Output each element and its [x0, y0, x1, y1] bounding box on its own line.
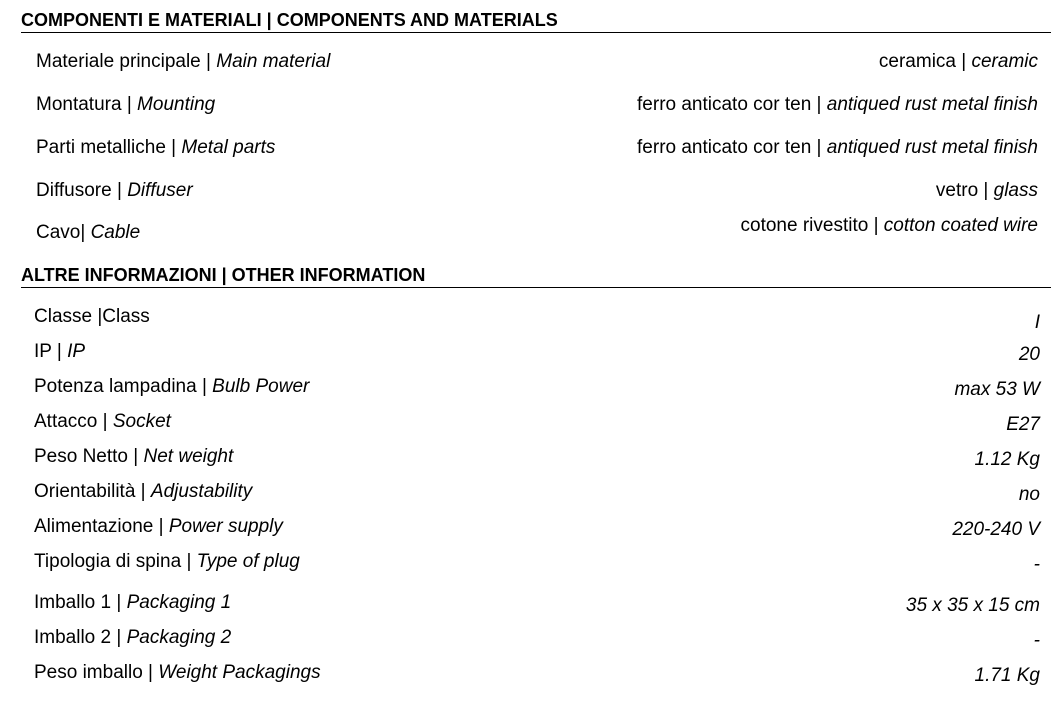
spec-label: Potenza lampadina | Bulb Power: [34, 376, 310, 397]
spec-value: max 53 W: [954, 379, 1040, 400]
spec-label: Orientabilità | Adjustability: [34, 481, 253, 502]
spec-value: -: [1033, 630, 1040, 651]
spec-row-class: [34, 304, 1040, 333]
other-info-heading: ALTRE INFORMAZIONI | OTHER INFORMATION: [21, 264, 1051, 288]
spec-value: ceramica | ceramic: [878, 51, 1038, 72]
spec-label: Alimentazione | Power supply: [34, 516, 283, 537]
spec-label: Diffusore | Diffuser: [36, 180, 193, 201]
spec-label: Parti metalliche | Metal parts: [36, 137, 276, 158]
spec-row-power-supply: [34, 514, 1040, 540]
spec-value: ferro anticato cor ten | antiqued rust metal finish: [637, 94, 1038, 115]
spec-value: 220-240 V: [952, 519, 1040, 540]
spec-label: Cavo| Cable: [36, 222, 141, 243]
spec-value: I: [1034, 312, 1040, 333]
spec-row-net-weight: [34, 444, 1040, 470]
spec-row-packaging-2: [34, 625, 1040, 651]
spec-value: ferro anticato cor ten | antiqued rust metal finish: [637, 137, 1038, 158]
spec-value: cotone rivestito | cotton coated wire: [740, 215, 1038, 236]
components-heading: COMPONENTI E MATERIALI | COMPONENTS AND MATERIALS: [21, 9, 1051, 33]
spec-value: vetro | glass: [935, 180, 1038, 201]
spec-row-adjustability: [34, 479, 1040, 505]
spec-label: Peso imballo | Weight Packagings: [34, 662, 321, 683]
spec-label: Attacco | Socket: [34, 411, 171, 432]
spec-value: E27: [1006, 414, 1040, 435]
spec-label: IP | IP: [34, 341, 86, 362]
spec-row-type-of-plug: [34, 549, 1040, 575]
spec-label: Imballo 1 | Packaging 1: [34, 592, 232, 613]
spec-row-weight-packagings: [34, 660, 1040, 686]
spec-label: Peso Netto | Net weight: [34, 446, 234, 467]
spec-value: 1.71 Kg: [974, 665, 1040, 686]
spec-value: 35 x 35 x 15 cm: [905, 595, 1040, 616]
spec-value: no: [1018, 484, 1040, 505]
spec-label: Montatura | Mounting: [36, 94, 216, 115]
spec-label: Imballo 2 | Packaging 2: [34, 627, 232, 648]
spec-row-metal-parts: [36, 135, 1038, 161]
spec-row-socket: [34, 409, 1040, 435]
spec-value: -: [1033, 554, 1040, 575]
spec-row-bulb-power: [34, 374, 1040, 400]
spec-row-ip: [34, 339, 1040, 365]
spec-label: Materiale principale | Main material: [36, 51, 331, 72]
spec-row-main-material: [36, 49, 1038, 75]
spec-value: 1.12 Kg: [974, 449, 1040, 470]
spec-label: Tipologia di spina | Type of plug: [34, 551, 300, 572]
spec-value: 20: [1018, 344, 1040, 365]
spec-row-diffuser: [36, 178, 1038, 204]
spec-row-cable: [36, 215, 1038, 246]
spec-row-mounting: [36, 92, 1038, 118]
spec-label: Classe |Class: [34, 306, 150, 327]
spec-row-packaging-1: [34, 590, 1040, 616]
